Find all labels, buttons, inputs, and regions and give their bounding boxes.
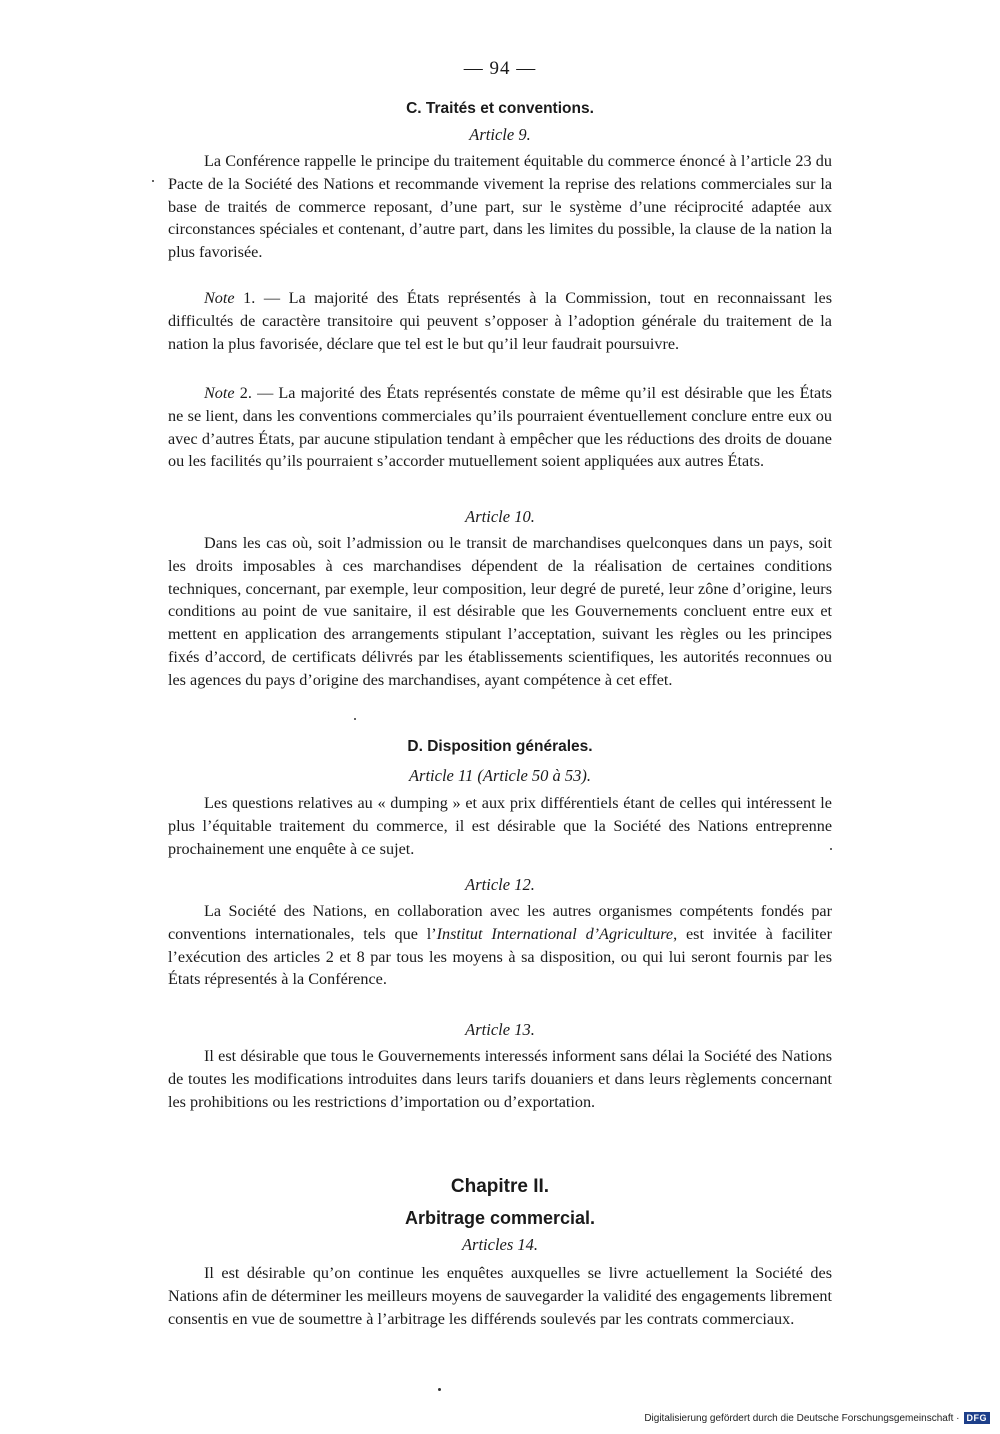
digitization-footer <box>644 1412 990 1424</box>
note-2-label: Note <box>204 384 235 402</box>
dfg-logo-icon: DFG <box>964 1412 991 1424</box>
note-1-text: — La majorité des États représentés à la Commission, tout en reconnaissant les difficultés de caractère transitoire qui peuvent s’opposer à l’adoption générale du traitement de la nation la plus favorisée, déclare que tel est le but qu’il leur faudrait poursuivre. <box>168 289 832 353</box>
note-2-number: 2. <box>234 384 252 402</box>
article-12-text-after: , est invitée à faciliter l’exécution des articles 2 et 8 par tous les moyens à sa disposition, ou qui lui seront fournis par les États répresentés à la Conférence. <box>168 924 832 989</box>
article-14-heading: Articles 14. <box>461 1235 539 1254</box>
article-12-institute-name: Institut International d’Agriculture <box>436 924 674 943</box>
article-11-text: Les questions relatives au « dumping » et aux prix différentiels étant de celles qui intéressent le plus l’équitable traitement du commerce, il est désirable que la Société des Nations entreprenne prochainement une enquête à ce sujet. <box>168 794 832 858</box>
article-11-heading: Article 11 (Article 50 à 53). <box>408 766 592 785</box>
article-12-text <box>168 900 832 991</box>
note-1-label: Note <box>204 289 235 307</box>
article-14-text: Il est désirable qu’on continue les enquêtes auxquelles se livre actuellement la Société des Nations afin de déterminer les meilleurs moyens de sauvegarder la validité des engagements librement consentis en vue de soumettre à l’arbitrage les différends soulevés par les contrats commerciaux. <box>168 1264 832 1328</box>
chapter-2-subtitle: Arbitrage commercial. <box>404 1208 596 1228</box>
chapter-2-title: Chapitre II. <box>450 1176 550 1197</box>
article-12-text-before: La Société des Nations, en collaboration avec les autres organismes compétents fondés par conventions internationales, tels que l’ <box>168 902 832 943</box>
article-10-heading: Article 10. <box>465 507 535 526</box>
print-speck <box>354 718 356 720</box>
article-12-heading: Article 12. <box>465 875 535 894</box>
note-2 <box>168 382 832 473</box>
section-c-title: C. Traités et conventions. <box>406 100 594 117</box>
note-1-number: 1. <box>234 289 256 307</box>
print-speck <box>438 1388 441 1391</box>
section-d-title: D. Disposition générales. <box>407 738 593 755</box>
article-13-text: Il est désirable que tous le Gouvernements interessés informent sans délai la Société des Nations de toutes les modifications introduites dans leurs tarifs douaniers et dans leurs règlements concernant les prohibitions ou les restrictions d’importation ou d’exportation. <box>168 1047 832 1111</box>
note-2-text: — La majorité des États représentés constate de même qu’il est désirable que les États ne se lient, dans les conventions commerciales qu’ils pourraient éventuellement conclure entre eux ou avec d’autres États, par aucune stipulation tendant à empêcher que les réductions des droits de douane ou les facilités qu’ils pourraient s’accorder mutuellement soient appliquées aux autres États. <box>168 384 832 471</box>
note-1 <box>168 287 832 355</box>
footer-text: Digitalisierung gefördert durch die Deutsche Forschungsgemeinschaft · <box>644 1412 960 1424</box>
article-13-heading: Article 13. <box>465 1020 535 1039</box>
article-9-text: La Conférence rappelle le principe du traitement équitable du commerce énoncé à l’article 23 du Pacte de la Société des Nations et recommande vivement la reprise des relations commerciales sur la base de traités de commerce reposant, d’une part, sur le système d’une réciprocité adaptée aux circonstances spéciales et contenant, d’autre part, dans les limites du possible, la clause de la nation la plus favorisée. <box>168 152 832 262</box>
article-10-text: Dans les cas où, soit l’admission ou le transit de marchandises quelconques dans un pays, soit les droits imposables à ces marchandises dépendent de la réalisation de certaines conditions techniques, concernant, par exemple, leur composition, leur degré de pureté, leur zône d’origine, leurs conditions au point de vue sanitaire, il est désirable que les Gouvernements concluent entre eux et mettent en application des arrangements stipulant l’acceptation, suivant les règles ou les principes fixés d’accord, de certificats délivrés par les établissements scientifiques, les autorités reconnues ou les agences du pays d’origine des marchandises, ayant compétence à cet effet. <box>168 534 832 689</box>
print-speck <box>830 848 832 850</box>
print-speck <box>152 180 154 182</box>
article-9-heading: Article 9. <box>469 125 531 144</box>
page-number: — 94 — <box>463 58 537 79</box>
